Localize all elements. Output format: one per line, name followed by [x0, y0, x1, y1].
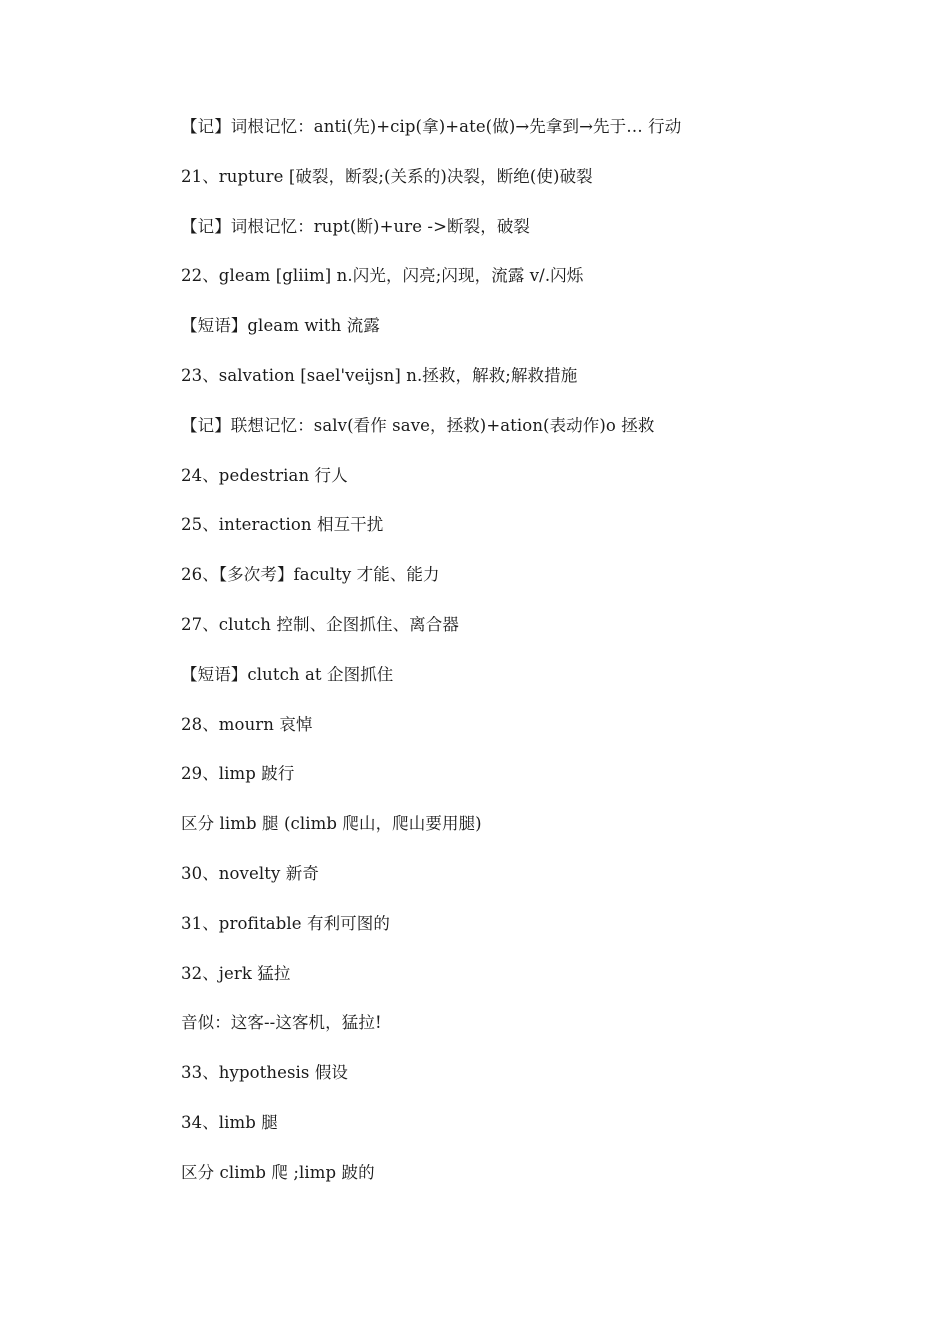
- text-line: 区分 climb 爬 ;limp 跛的: [181, 1162, 375, 1182]
- text-line: 30、novelty 新奇: [181, 863, 319, 883]
- text-line: 22、gleam [gliim] n.闪光，闪亮;闪现，流露 v/.闪烁: [181, 266, 584, 286]
- text-line: 33、hypothesis 假设: [181, 1063, 349, 1083]
- text-line: 26、【多次考】faculty 才能、能力: [181, 565, 440, 585]
- vocabulary-list: [181, 114, 901, 1210]
- text-line: 21、rupture [破裂，断裂;(关系的)决裂，断绝(使)破裂: [181, 166, 593, 186]
- text-line: 【记】联想记忆：salv(看作 save，拯救)+ation(表动作)o 拯救: [181, 415, 655, 435]
- text-line: 25、interaction 相互干扰: [181, 515, 384, 535]
- text-line: 23、salvation [sael'veijsn] n.拯救，解救;解救措施: [181, 365, 578, 385]
- text-line: 29、limp 跛行: [181, 764, 295, 784]
- text-line: 【短语】clutch at 企图抓住: [181, 664, 394, 684]
- text-line: 28、mourn 哀悼: [181, 714, 313, 734]
- text-line: 【记】词根记忆：rupt(断)+ure ->断裂，破裂: [181, 216, 531, 236]
- text-line: 27、clutch 控制、企图抓住、离合器: [181, 614, 459, 634]
- text-line: 32、jerk 猛拉: [181, 963, 291, 983]
- text-line: 【短语】gleam with 流露: [181, 316, 380, 336]
- text-line: 34、limb 腿: [181, 1112, 278, 1132]
- text-line: 31、profitable 有利可图的: [181, 913, 390, 933]
- text-line: 音似：这客--这客机，猛拉!: [181, 1013, 382, 1033]
- text-line: 24、pedestrian 行人: [181, 465, 348, 485]
- text-line: 【记】词根记忆：anti(先)+cip(拿)+ate(做)→先拿到→先于… 行动: [181, 117, 682, 136]
- text-line: 区分 limb 腿 (climb 爬山，爬山要用腿): [181, 814, 482, 834]
